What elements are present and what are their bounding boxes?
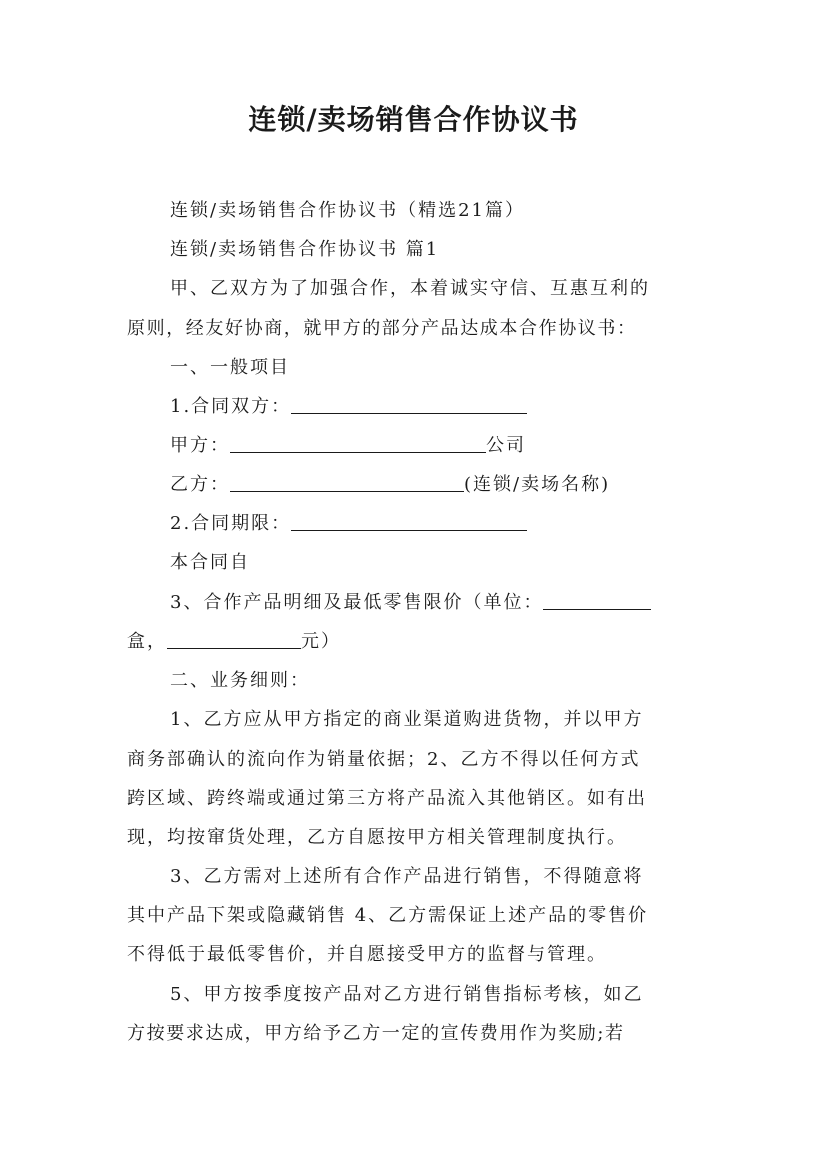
- party-b-label: 乙方：: [170, 474, 230, 495]
- price-blank: [167, 630, 301, 649]
- party-a-blank: [230, 434, 486, 453]
- item3-yuan: 元）: [301, 631, 341, 652]
- document-title: 连锁/卖场销售合作协议书: [248, 103, 579, 136]
- parties-blank: [291, 395, 527, 414]
- part2-heading: 二、业务细则：: [170, 670, 310, 691]
- rule5-line-1: 5、甲方按季度按产品对乙方进行销售指标考核，如乙: [170, 984, 644, 1005]
- section-heading: 连锁/卖场销售合作协议书 篇1: [170, 239, 440, 260]
- term-from: 本合同自: [170, 552, 250, 573]
- item1-label: 1.合同双方：: [170, 396, 292, 417]
- item3-text: 3、合作产品明细及最低零售限价（单位：: [170, 592, 544, 613]
- item2-row: [170, 511, 527, 537]
- party-b-row: [170, 472, 610, 498]
- rule3-line-3: 不得低于最低零售价，并自愿接受甲方的监督与管理。: [127, 944, 607, 965]
- part1-heading: 一、一般项目: [170, 357, 290, 378]
- intro-line-2: 原则，经友好协商，就甲方的部分产品达成本合作协议书：: [127, 318, 637, 339]
- item3-box: 盒，: [127, 631, 167, 652]
- rule1-line-1: 1、乙方应从甲方指定的商业渠道购进货物，并以甲方: [170, 709, 644, 730]
- rule1-line-4: 现，均按窜货处理，乙方自愿按甲方相关管理制度执行。: [127, 827, 627, 848]
- party-a-suffix: 公司: [486, 435, 526, 456]
- rule1-line-2: 商务部确认的流向作为销量依据；2、乙方不得以任何方式: [127, 749, 641, 770]
- document-subtitle: 连锁/卖场销售合作协议书（精选21篇）: [170, 200, 525, 221]
- item3-line-2: [127, 629, 341, 655]
- term-blank: [291, 512, 527, 531]
- party-b-suffix: (连锁/卖场名称): [464, 474, 611, 495]
- item2-label: 2.合同期限：: [170, 513, 292, 534]
- party-a-row: [170, 433, 526, 459]
- party-a-label: 甲方：: [170, 435, 230, 456]
- item1-row: [170, 394, 527, 420]
- item3-line-1: [170, 590, 651, 616]
- intro-line-1: 甲、乙双方为了加强合作，本着诚实守信、互惠互利的: [170, 278, 650, 299]
- party-b-blank: [230, 473, 464, 492]
- rule3-line-1: 3、乙方需对上述所有合作产品进行销售，不得随意将: [170, 866, 644, 887]
- rule5-line-2: 方按要求达成，甲方给予乙方一定的宣传费用作为奖励;若: [127, 1023, 625, 1044]
- rule1-line-3: 跨区域、跨终端或通过第三方将产品流入其他销区。如有出: [127, 788, 647, 809]
- rule3-line-2: 其中产品下架或隐藏销售 4、乙方需保证上述产品的零售价: [127, 905, 649, 926]
- unit-blank: [543, 591, 651, 610]
